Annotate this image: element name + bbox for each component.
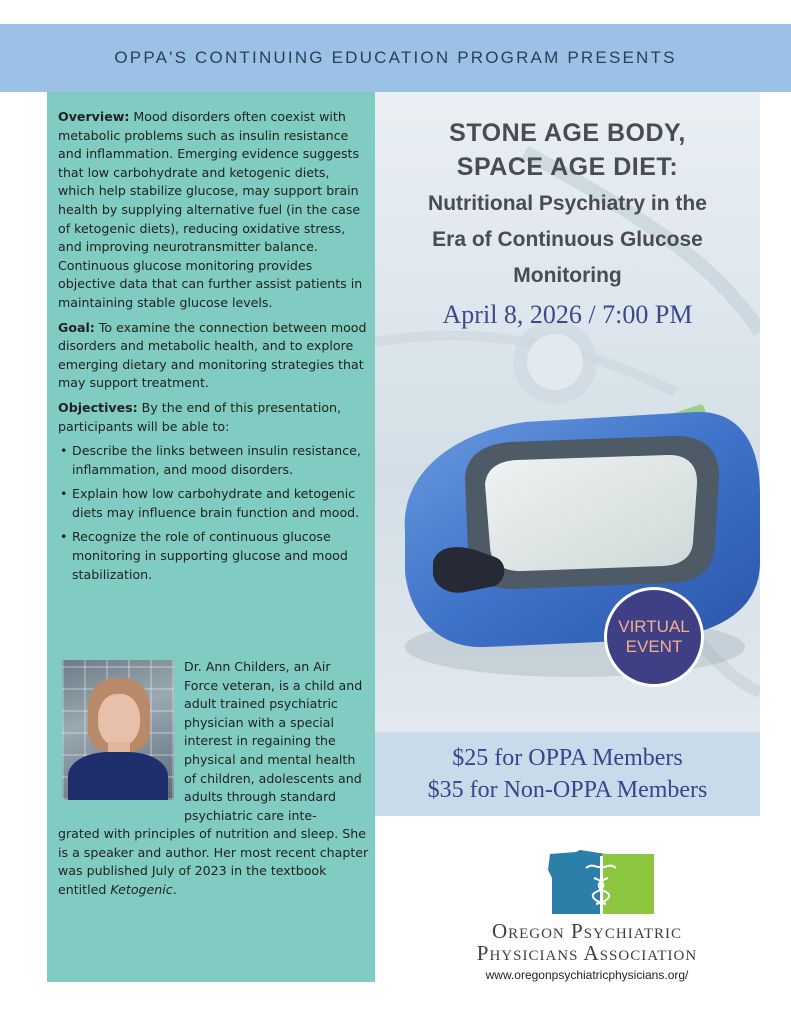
- bio-text: grated with principles of nutrition and sleep. She is a speaker and author. Her most recent chapter was published July of 2023 in the textbook entitled: [58, 826, 369, 897]
- overview-paragraph: [58, 108, 370, 313]
- title-line-2: SPACE AGE DIET:: [456, 153, 679, 181]
- goal-text: To examine the connection between mood disorders and metabolic health, and to explore emerging dietary and monitoring strategies that may support treatment.: [58, 319, 367, 391]
- goal-label: Goal:: [58, 319, 95, 335]
- non-member-price: $35 for Non-OPPA Members: [427, 777, 708, 803]
- speaker-photo: [62, 660, 174, 800]
- event-title: [380, 116, 755, 292]
- speaker-bio-continued: [58, 825, 370, 899]
- speaker-bio-side: Dr. Ann Childers, an Air Force veteran, is a child and adult trained psychiatric physician with a special interest in regaining the physical and mental health of children, adolescents and adults through standard psychiatric care inte-: [184, 659, 363, 823]
- event-date: April 8, 2026 / 7:00 PM: [442, 300, 693, 329]
- subtitle-line-3: Monitoring: [513, 264, 622, 287]
- subtitle-line-2: Era of Continuous Glucose: [432, 228, 703, 251]
- title-line-1: STONE AGE BODY,: [449, 119, 686, 147]
- objectives-list: [58, 442, 370, 584]
- goal-paragraph: [58, 319, 370, 393]
- book-title: Ketogenic: [110, 881, 173, 897]
- association-name: [452, 920, 722, 964]
- badge-line-1: VIRTUAL: [618, 617, 690, 636]
- bio-end: .: [172, 881, 177, 897]
- course-description: [58, 108, 370, 590]
- overview-label: Overview:: [58, 109, 130, 124]
- badge-line-2: EVENT: [625, 637, 683, 656]
- overview-text: Mood disorders often coexist with metabolic problems such as insulin resistance and inflammation. Emerging evidence suggests that low carbohydrate and ketogenic diets, which help stabilize glucose, may support brain health by supplying alternative fuel (in the case of ketogenic diets), reducing oxidative stress, and improving neurotransmitter balance. Continuous glucose monitoring provides objective data that can further assist patients in maintaining stable glucose levels.: [58, 109, 363, 310]
- pricing-band: [375, 732, 760, 816]
- objectives-label: Objectives:: [58, 399, 138, 415]
- banner-text: OPPA'S CONTINUING EDUCATION PROGRAM PRESENTS: [114, 48, 677, 67]
- website-url[interactable]: www.oregonpsychiatricphysicians.org/: [485, 968, 689, 982]
- oregon-caduceus-logo-icon: [546, 848, 658, 918]
- subtitle-line-1: Nutritional Psychiatry in the: [428, 192, 707, 215]
- objective-item: • Explain how low carbohydrate and ketogenic diets may influence brain function and mood.: [58, 485, 370, 522]
- association-name-line-2: Physicians Association: [476, 941, 698, 965]
- objective-item: • Describe the links between insulin resistance, inflammation, and mood disorders.: [58, 442, 370, 479]
- member-price: $25 for OPPA Members: [452, 745, 683, 771]
- association-name-line-1: Oregon Psychiatric: [491, 919, 683, 943]
- objectives-text: By the end of this presentation, participants will be able to:: [58, 399, 342, 434]
- virtual-event-badge: [604, 587, 704, 687]
- objective-item: • Recognize the role of continuous glucose monitoring in supporting glucose and mood stabilization.: [58, 528, 370, 584]
- objectives-paragraph: [58, 399, 370, 436]
- top-banner: [0, 24, 791, 92]
